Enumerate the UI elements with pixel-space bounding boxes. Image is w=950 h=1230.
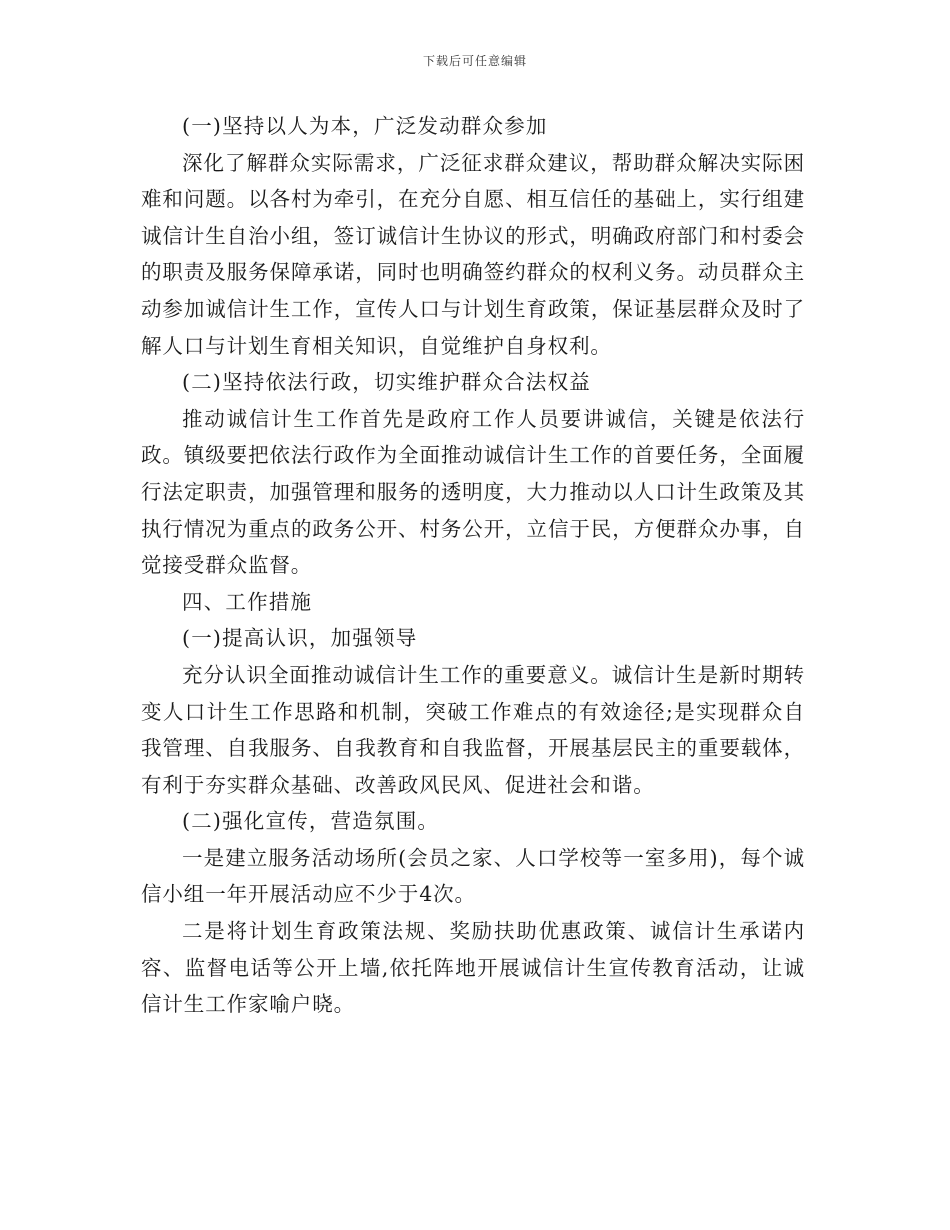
- section-heading-work-measures: 四、工作措施: [182, 589, 313, 614]
- body-paragraph-1: 深化了解群众实际需求，广泛征求群众建议，帮助群众解决实际困难和问题。以各村为牵引，在充分自愿、相互信任的基础上，实行组建诚信计生自治小组，签订诚信计生协议的形式，明确政府部门和村委会的职责及服务保障承诺，同时也明确签约群众的权利义务。动员群众主动参加诚信计生工作，宣传人口与计划生育政策，保证基层群众及时了解人口与计划生育相关知识，自觉维护自身权利。: [141, 150, 805, 358]
- section-heading-3: (一)提高认识，加强领导: [182, 626, 418, 651]
- section-heading-2: (二)坚持依法行政，切实维护群众合法权益: [182, 370, 591, 395]
- page-header: 下载后可任意编辑: [422, 54, 527, 68]
- document-body: [141, 108, 805, 1023]
- body-paragraph-3: 充分认识全面推动诚信计生工作的重要意义。诚信计生是新时期转变人口计生工作思路和机制，突破工作难点的有效途径;是实现群众自我管理、自我服务、自我教育和自我监督，开展基层民主的重要载体，有利于夯实群众基础、改善政风民风、促进社会和谐。: [141, 662, 805, 797]
- section-heading-4: (二)强化宣传，营造氛围。: [182, 809, 440, 834]
- section-heading-1: (一)坚持以人为本，广泛发动群众参加: [182, 114, 548, 138]
- body-paragraph-5: 二是将计划生育政策法规、奖励扶助优惠政策、诚信计生承诺内容、监督电话等公开上墙,依托阵地开展诚信计生宣传教育活动，让诚信计生工作家喻户晓。: [141, 919, 805, 1017]
- body-paragraph-4: 一是建立服务活动场所(会员之家、人口学校等一室多用)，每个诚信小组一年开展活动应不少于4次。: [141, 845, 805, 907]
- body-paragraph-2: 推动诚信计生工作首先是政府工作人员要讲诚信，关键是依法行政。镇级要把依法行政作为全面推动诚信计生工作的首要任务，全面履行法定职责，加强管理和服务的透明度，大力推动以人口计生政策及其执行情况为重点的政务公开、村务公开，立信于民，方便群众办事，自觉接受群众监督。: [141, 406, 805, 578]
